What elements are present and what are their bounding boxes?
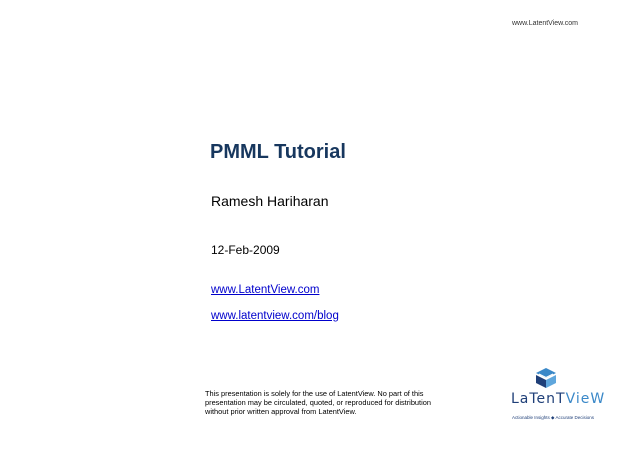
slide-title: PMML Tutorial [210, 141, 346, 163]
header-url: www.LatentView.com [511, 20, 578, 27]
logo-word-dark: LaTenT [511, 391, 566, 407]
author-name: Ramesh Hariharan [211, 193, 329, 209]
latentview-logo [508, 366, 606, 424]
presentation-date: 12-Feb-2009 [211, 243, 280, 257]
logo-word-light: VieW [565, 391, 606, 407]
website-link[interactable]: www.LatentView.com [211, 284, 320, 296]
blog-link[interactable]: www.latentview.com/blog [211, 310, 339, 322]
logo-wordmark [511, 391, 605, 407]
logo-tagline: Actionable Insights ◆ Accurate Decisions [512, 415, 595, 420]
disclaimer-text: This presentation is solely for the use of LatentView. No part of this presentation may be circulated, quoted, or reproduced for distribution without prior written approval from LatentView. [205, 389, 431, 416]
latentview-cube-icon [534, 366, 558, 390]
